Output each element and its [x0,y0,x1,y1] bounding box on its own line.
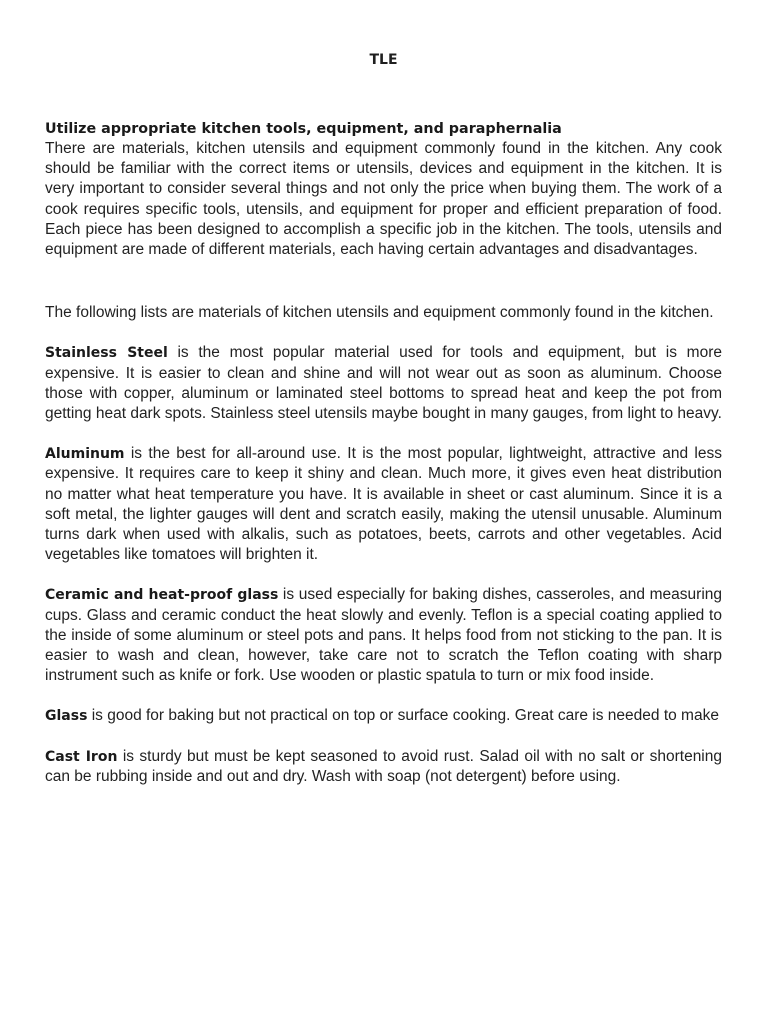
material-cast-iron [45,747,722,787]
spacer [45,727,722,747]
spacer [45,686,722,706]
document-title: TLE [369,52,398,68]
material-description: is the most popular material used for tools and equipment, but is more expensive. It is easier to clean and shine and will not wear out as soon as aluminum. Choose those with copper, aluminum or laminated steel bottoms to spread heat and keep the pot from getting heat dark spots. Stainless steel utensils maybe bought in many gauges, from light to heavy. [45,344,722,423]
spacer [45,424,722,444]
material-description: is the best for all-around use. It is the most popular, lightweight, attractive and less expensive. It requires care to keep it shiny and clean. Much more, it gives even heat distribution no matter what heat temperature you have. It is available in sheet or cast aluminum. Since it is a soft metal, the lighter gauges will dent and scratch easily, making the utensil unusable. Aluminum turns dark when used with alkalis, such as potatoes, beets, carrots and other vegetables. Acid vegetables like tomatoes will brighten it. [45,445,722,564]
material-term: Stainless Steel [45,345,168,362]
material-description: is sturdy but must be kept seasoned to avoid rust. Salad oil with no salt or shortening can be rubbing inside and out and dry. Wash with soap (not detergent) before using. [45,747,722,785]
material-description: is good for baking but not practical on top or surface cooking. Great care is needed to make [87,707,719,725]
spacer [45,565,722,585]
material-stainless-steel [45,343,722,424]
document-body [45,119,722,787]
material-term: Glass [45,708,88,725]
material-term: Cast Iron [45,748,118,765]
material-description: is used especially for baking dishes, casseroles, and measuring cups. Glass and ceramic conduct the heat slowly and evenly. Teflon is a special coating applied to the inside of some aluminum or steel pots and pans. It helps food from not sticking to the pan. It is easier to wash and clean, however, take care not to scratch the Teflon coating with sharp instrument such as knife or fork. Use wooden or plastic spatula to turn or mix food inside. [45,586,723,685]
material-term: Ceramic and heat-proof glass [45,587,279,604]
document-page [45,0,722,1024]
spacer [45,323,722,343]
section-heading: Utilize appropriate kitchen tools, equipment, and paraphernalia [45,121,562,137]
material-term: Aluminum [45,446,125,463]
intro-paragraph: There are materials, kitchen utensils and equipment commonly found in the kitchen. Any cook should be familiar with the correct items or utensils, devices and equipment in the kitchen. It is very important to consider several things and not only the price when buying them. The work of a cook requires specific tools, utensils, and equipment for proper and efficient preparation of food. Each piece has been designed to accomplish a specific job in the kitchen. The tools, utensils and equipment are made of different materials, each having certain advantages and disadvantages. [45,140,722,259]
material-ceramic-glass [45,585,722,686]
material-glass [45,706,722,726]
list-intro-paragraph: The following lists are materials of kitchen utensils and equipment commonly found in the kitchen. [45,304,714,322]
material-aluminum [45,444,722,565]
spacer [45,260,722,303]
